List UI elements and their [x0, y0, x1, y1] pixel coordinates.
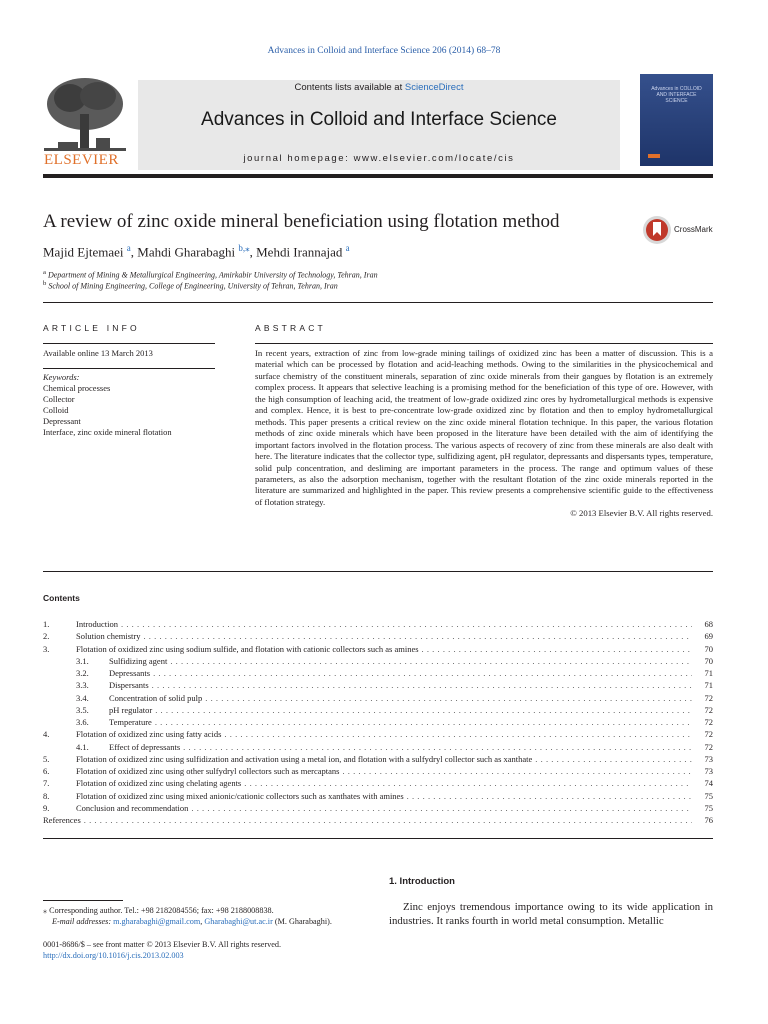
toc-entry[interactable]: 1. Introduction ..... 68 — [43, 619, 713, 631]
email-link[interactable]: Gharabaghi@ut.ac.ir — [204, 917, 273, 926]
journal-cover-thumbnail — [640, 74, 713, 166]
keyword: Collector — [43, 394, 75, 404]
cover-logo-mark — [648, 154, 660, 158]
toc-entry[interactable]: 3.6. Temperature ..... 72 — [43, 717, 713, 729]
keywords-label: Keywords: — [43, 372, 80, 382]
journal-homepage[interactable]: journal homepage: www.elsevier.com/locate/cis — [243, 153, 515, 164]
article-info-heading: ARTICLE INFO — [43, 323, 140, 333]
keyword: Chemical processes — [43, 383, 111, 393]
toc-entry[interactable]: 5. Flotation of oxidized zinc using sulfidization and activation using a metal ion, and flotation with a sulfydryl collector such as xanthate ..... 73 — [43, 754, 713, 766]
article-title: A review of zinc oxide mineral beneficiation using flotation method — [43, 211, 560, 232]
toc-entry[interactable]: 3.5. pH regulator ..... 72 — [43, 705, 713, 717]
introduction-heading: 1. Introduction — [389, 876, 455, 887]
journal-title: Advances in Colloid and Interface Science — [201, 109, 557, 130]
info-rule — [43, 368, 215, 369]
author-affil-marker[interactable]: a — [345, 243, 350, 253]
toc-entry[interactable]: 2. Solution chemistry ..... 69 — [43, 631, 713, 643]
toc-entry[interactable]: 4.1. Effect of depressants ..... 72 — [43, 742, 713, 754]
section-rule — [43, 302, 713, 303]
author-name[interactable]: Mahdi Gharabaghi — [137, 244, 236, 260]
elsevier-logo — [40, 74, 130, 170]
info-rule — [43, 343, 215, 344]
footnote — [43, 905, 373, 927]
keyword: Depressant — [43, 416, 81, 426]
abstract-body — [255, 348, 713, 520]
toc-entry[interactable]: 4. Flotation of oxidized zinc using fatty acids ..... 72 — [43, 729, 713, 741]
issn-doi-block — [43, 939, 281, 961]
table-of-contents — [43, 619, 713, 827]
toc-entry[interactable]: 3.3. Dispersants ..... 71 — [43, 680, 713, 692]
crossmark-icon — [642, 215, 672, 245]
abstract-copyright: © 2013 Elsevier B.V. All rights reserved. — [570, 508, 713, 519]
contents-heading: Contents — [43, 593, 80, 603]
toc-entry[interactable]: 3. Flotation of oxidized zinc using sodium sulfide, and flotation with cationic collectors such as amines ..... 70 — [43, 644, 713, 656]
crossmark-badge[interactable] — [642, 215, 732, 245]
email-link[interactable]: m.gharabaghi@gmail.com — [113, 917, 201, 926]
author-list: Majid Ejtemaei $^a$, Mahdi Gharabaghi $^{b,⁎}$, Mehdi Irannajad $^a$ — [43, 243, 350, 260]
toc-entry[interactable]: References ..... 76 — [43, 815, 713, 827]
available-online-date: Available online 13 March 2013 — [43, 348, 153, 358]
contents-availability: Contents lists available at ScienceDirect — [294, 82, 464, 93]
publisher-name: ELSEVIER — [44, 152, 119, 168]
cover-title: Advances in COLLOID AND INTERFACE SCIENCE — [651, 86, 702, 104]
toc-entry[interactable]: 3.4. Concentration of solid pulp ..... 72 — [43, 693, 713, 705]
keyword: Colloid — [43, 405, 69, 415]
corresponding-author-note: ⁎ Corresponding author. Tel.: +98 2182084556; fax: +98 2188008838. — [43, 906, 274, 915]
toc-entry[interactable]: 8. Flotation of oxidized zinc using mixed anionic/cationic collectors such as xanthates with amines ..... 75 — [43, 791, 713, 803]
abstract-text: In recent years, extraction of zinc from low-grade mining tailings of oxidized zinc has been a matter of discussion. This is a material which can be processed by flotation and acid-leaching methods. Owing to the similarities in the physicochemical and surface chemistry of the constituent minerals, separation of zinc oxide minerals from their gangues by flotation is an extremely complex process. It appears that selective leaching is a promising method for the beneficiation of this type of ore. However, with the high consumption of leaching acid, the treatment of low-grade oxidized zinc ores by hydrometallurgical methods is expensive and complex. Hence, it is best to pre-concentrate low-grade oxidized zinc by flotation and then to employ hydrometallurgical methods. This paper presents a critical review on the zinc oxide mineral flotation technique. In this paper, the various flotation methods of zinc oxide minerals which have been proposed in the literature have been detailed with the aim of identifying the important factors involved in the flotation process. The various aspects of recovery of zinc from these minerals are also dealt with here. The literature indicates that the collector type, sulfidizing agent, pH regulator, depressants and dispersants types, temperature, solid pulp concentration, and desliming are important parameters in the process. The range and optimum values of these parameters, as also the adsorption mechanism, together with the resultant flotation of the zinc oxide minerals reported in the literature are summarized and highlighted in the paper. This review presents a comprehensive scientific guide to the effectiveness of flotation strategy. — [255, 348, 713, 507]
introduction-text: Zinc enjoys tremendous importance owing to its wide application in industries. It ranks fourth in world metal consumption. Metallic — [389, 901, 713, 927]
toc-entry[interactable]: 3.2. Depressants ..... 71 — [43, 668, 713, 680]
issn-line: 0001-8686/$ – see front matter © 2013 Elsevier B.V. All rights reserved. — [43, 940, 282, 949]
toc-entry[interactable]: 3.1. Sulfidizing agent ..... 70 — [43, 656, 713, 668]
keyword: Interface, zinc oxide mineral flotation — [43, 427, 172, 437]
affiliation: $^a$ Department of Mining & Metallurgical Engineering, Amirkabir University of Technology, Tehran, Iran — [43, 269, 378, 280]
author-affil-marker[interactable]: a — [126, 243, 131, 253]
journal-reference[interactable]: Advances in Colloid and Interface Science 206 (2014) 68–78 — [267, 46, 501, 56]
affiliation: $^b$ School of Mining Engineering, College of Engineering, University of Tehran, Tehran, Iran — [43, 280, 338, 291]
section-rule — [43, 838, 713, 839]
toc-entry[interactable]: 9. Conclusion and recommendation ..... 75 — [43, 803, 713, 815]
doi-link[interactable]: http://dx.doi.org/10.1016/j.cis.2013.02.003 — [43, 951, 184, 960]
abstract-rule — [255, 343, 713, 344]
abstract-heading: ABSTRACT — [255, 323, 326, 333]
sciencedirect-link[interactable]: ScienceDirect — [404, 82, 464, 93]
email-note: E-mail addresses: m.gharabaghi@gmail.com, Gharabaghi@ut.ac.ir (M. Gharabaghi). — [52, 917, 332, 926]
author-name[interactable]: Mehdi Irannajad — [256, 244, 343, 260]
footnote-rule — [43, 900, 123, 901]
toc-entry[interactable]: 7. Flotation of oxidized zinc using chelating agents ..... 74 — [43, 778, 713, 790]
header-rule — [43, 174, 713, 178]
author-affil-marker[interactable]: b,⁎ — [238, 243, 250, 253]
toc-entry[interactable]: 6. Flotation of oxidized zinc using other sulfydryl collectors such as mercaptans ..... 73 — [43, 766, 713, 778]
section-rule — [43, 571, 713, 572]
author-name[interactable]: Majid Ejtemaei — [43, 244, 124, 260]
keywords-block — [43, 372, 172, 438]
crossmark-label: CrossMark — [674, 225, 713, 234]
